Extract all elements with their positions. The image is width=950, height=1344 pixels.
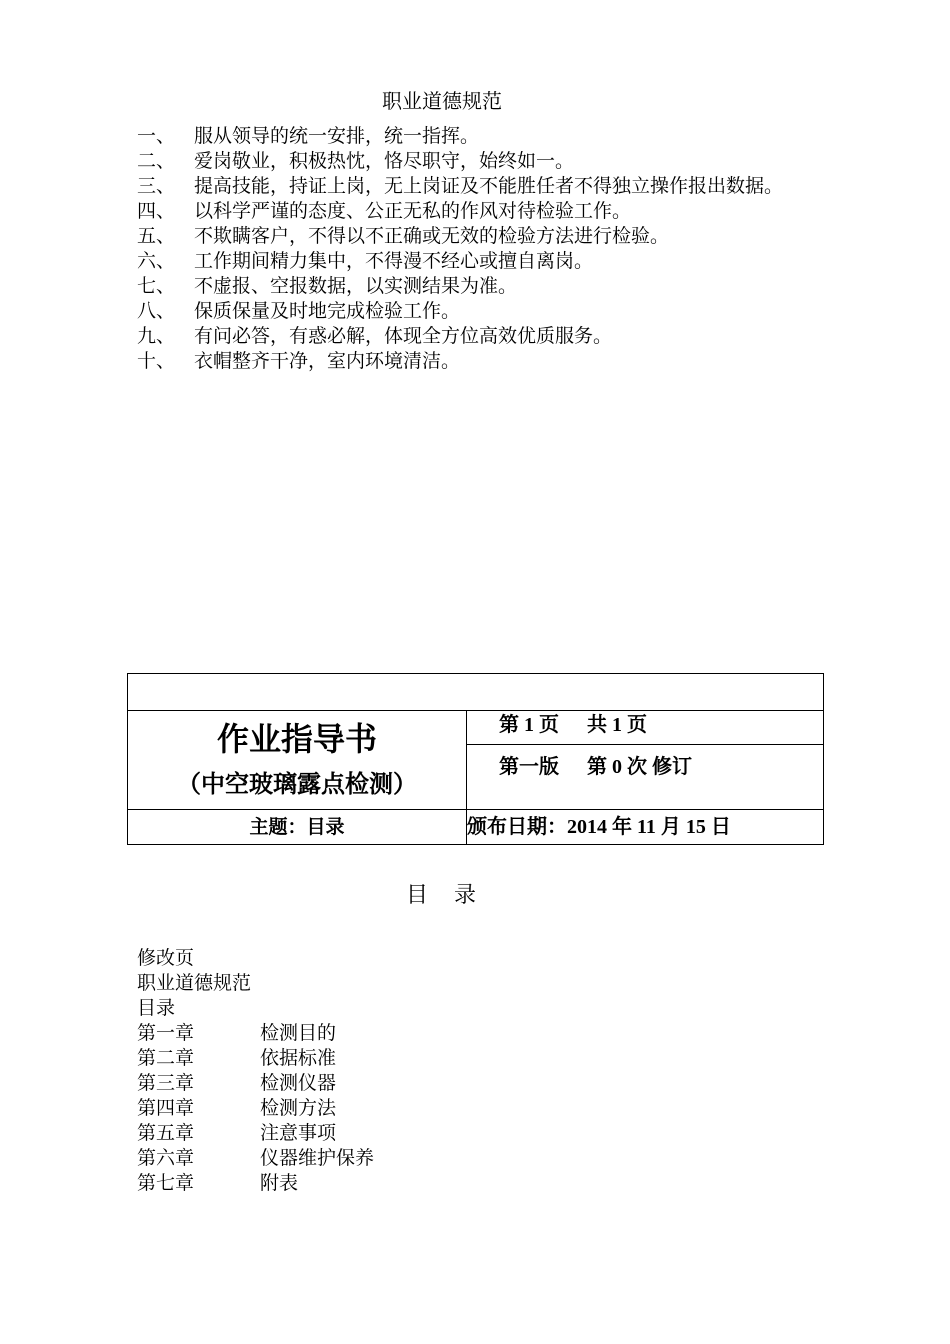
list-item (137, 324, 827, 349)
document-title: 作业指导书 (216, 720, 377, 758)
item-text: 爱岗敬业，积极热忱，恪尽职守，始终如一。 (194, 150, 575, 172)
table-of-contents (137, 946, 374, 1196)
item-number: 四、 (137, 200, 176, 222)
version-cell (467, 711, 824, 810)
item-text: 服从领导的统一安排，统一指挥。 (194, 125, 480, 147)
issue-date-cell: 颁布日期：2014 年 11 月 15 日 (467, 810, 824, 845)
item-number: 二、 (137, 150, 176, 172)
item-number: 九、 (137, 325, 176, 347)
item-text: 不虚报、空报数据，以实测结果为准。 (194, 275, 518, 297)
toc-item (137, 1021, 374, 1046)
toc-chapter: 第三章 (137, 1072, 195, 1094)
subject-row (128, 810, 824, 845)
title-row (128, 711, 824, 810)
list-item (137, 199, 827, 224)
item-number: 六、 (137, 250, 176, 272)
toc-title: 检测方法 (260, 1097, 337, 1119)
list-item (137, 299, 827, 324)
item-number: 一、 (137, 125, 176, 147)
item-text: 以科学严谨的态度、公正无私的作风对待检验工作。 (194, 200, 632, 222)
toc-item (137, 1171, 374, 1196)
toc-item (137, 996, 374, 1021)
item-text: 保质保量及时地完成检验工作。 (194, 300, 461, 322)
item-number: 五、 (137, 225, 176, 247)
page-info (467, 711, 823, 745)
toc-chapter: 第一章 (137, 1022, 195, 1044)
item-number: 七、 (137, 275, 176, 297)
item-number: 十、 (137, 350, 176, 372)
toc-title: 附表 (260, 1172, 299, 1194)
ethics-list (137, 124, 827, 374)
toc-item (137, 1071, 374, 1096)
list-item (137, 349, 827, 374)
toc-chapter: 第四章 (137, 1097, 195, 1119)
toc-item (137, 1121, 374, 1146)
edition: 第一版 (499, 756, 559, 778)
list-item (137, 174, 827, 199)
item-text: 提高技能，持证上岗，无上岗证及不能胜任者不得独立操作报出数据。 (194, 175, 784, 197)
toc-heading: 目 录 (405, 883, 478, 908)
revision: 第 0 次 修订 (587, 756, 692, 778)
page-total: 共 1 页 (587, 714, 647, 736)
toc-item (137, 946, 374, 971)
toc-item (137, 1146, 374, 1171)
toc-item (137, 1046, 374, 1071)
document-header-table (127, 673, 824, 845)
item-number: 三、 (137, 175, 176, 197)
item-number: 八、 (137, 300, 176, 322)
toc-chapter: 第二章 (137, 1047, 195, 1069)
blank-row (128, 674, 824, 711)
item-text: 不欺瞒客户，不得以不正确或无效的检验方法进行检验。 (194, 225, 670, 247)
item-text: 工作期间精力集中，不得漫不经心或擅自离岗。 (194, 250, 594, 272)
toc-chapter: 第六章 (137, 1147, 195, 1169)
toc-title: 检测目的 (260, 1022, 337, 1044)
list-item (137, 274, 827, 299)
item-text: 有问必答，有惑必解，体现全方位高效优质服务。 (194, 325, 613, 347)
document-subtitle: （中空玻璃露点检测） (177, 770, 417, 798)
toc-title: 检测仪器 (260, 1072, 337, 1094)
toc-chapter: 目录 (137, 997, 176, 1019)
list-item (137, 224, 827, 249)
toc-item (137, 971, 374, 996)
list-item (137, 249, 827, 274)
toc-chapter: 修改页 (137, 947, 195, 969)
list-item (137, 149, 827, 174)
item-text: 衣帽整齐干净，室内环境清洁。 (194, 350, 461, 372)
toc-chapter: 第五章 (137, 1122, 195, 1144)
edition-info (467, 745, 823, 809)
list-item (137, 124, 827, 149)
title-cell (128, 711, 467, 810)
page-number: 第 1 页 (499, 714, 559, 736)
toc-title: 仪器维护保养 (260, 1147, 375, 1169)
toc-item (137, 1096, 374, 1121)
toc-title: 注意事项 (260, 1122, 337, 1144)
blank-cell (128, 674, 824, 711)
toc-chapter: 职业道德规范 (137, 972, 252, 994)
toc-chapter: 第七章 (137, 1172, 195, 1194)
subject-cell: 主题：目录 (128, 810, 467, 845)
ethics-title: 职业道德规范 (382, 89, 502, 113)
toc-title: 依据标准 (260, 1047, 337, 1069)
